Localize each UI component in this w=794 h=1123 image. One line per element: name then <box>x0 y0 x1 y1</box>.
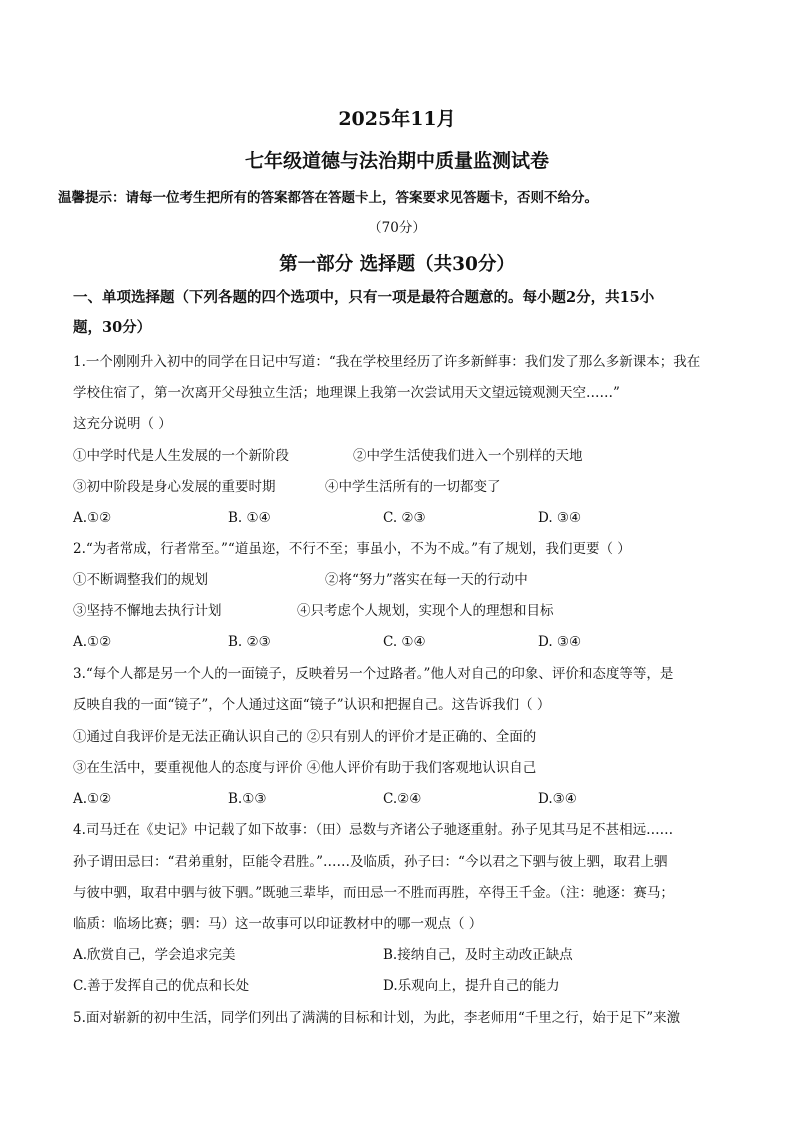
q4-stem-line4: 临质：临场比赛；驷：马）这一故事可以印证教材中的哪一观点（ ） <box>73 916 483 932</box>
q5-stem-line1: 5.面对崭新的初中生活，同学们列出了满满的目标和计划，为此，李老师用“千里之行，始于足下”来激 <box>73 1010 681 1026</box>
exam-tip: 温馨提示：请每一位考生把所有的答案都答在答题卡上，答案要求见答题卡，否则不给分。 <box>58 190 598 206</box>
q3-stem-line2: 反映自我的一面“镜子”，个人通过这面“镜子”认识和把握自己。这告诉我们（ ） <box>73 697 551 713</box>
q3-option-b: B.①③ <box>228 791 267 807</box>
part-title: 第一部分 选择题（共30分） <box>279 254 515 275</box>
q2-option-a: A.①② <box>73 634 112 650</box>
q1-statement-1: ①中学时代是人生发展的一个新阶段 <box>73 448 289 464</box>
q4-stem-line2: 孙子谓田忌曰：“君弟重射，臣能令君胜。”……及临质，孙子曰：“今以君之下驷与彼上驷，取君上驷 <box>73 854 668 870</box>
q3-statements-1-2: ①通过自我评价是无法正确认识自己的 ②只有别人的评价才是正确的、全面的 <box>73 729 537 745</box>
q2-statement-3: ③坚持不懈地去执行计划 <box>73 603 222 619</box>
q1-stem-line1: 1.一个刚刚升入初中的同学在日记中写道：“我在学校里经历了许多新鲜事：我们发了那么多新课本；我在 <box>73 354 701 370</box>
q4-option-d: D.乐观向上，提升自己的能力 <box>383 978 560 994</box>
q2-option-d: D. ③④ <box>538 634 582 650</box>
q2-statement-4: ④只考虑个人规划，实现个人的理想和目标 <box>297 603 554 619</box>
q3-stem-line1: 3.“每个人都是另一个人的一面镜子，反映着另一个过路者。”他人对自己的印象、评价和态度等等，是 <box>73 666 674 682</box>
q2-option-c: C. ①④ <box>383 634 426 650</box>
q1-option-c: C. ②③ <box>383 510 426 526</box>
section-heading-line1: 一、单项选择题（下列各题的四个选项中，只有一项是最符合题意的。每小题2分，共15小 <box>73 289 655 306</box>
q1-stem-line3: 这充分说明（ ） <box>73 416 172 432</box>
q1-statement-2: ②中学生活使我们进入一个别样的天地 <box>353 448 583 464</box>
q4-option-c: C.善于发挥自己的优点和长处 <box>73 978 250 994</box>
exam-date: 2025年11月 <box>338 108 456 130</box>
q1-statement-4: ④中学生活所有的一切都变了 <box>325 479 501 495</box>
q1-option-d: D. ③④ <box>538 510 582 526</box>
q2-statement-1: ①不断调整我们的规划 <box>73 572 208 588</box>
q4-stem-line1: 4.司马迁在《史记》中记载了如下故事：（田）忌数与齐诸公子驰逐重射。孙子见其马足不甚相远…… <box>73 822 674 838</box>
q4-option-a: A.欣赏自己，学会追求完美 <box>73 947 236 963</box>
exam-title: 七年级道德与法治期中质量监测试卷 <box>244 150 549 172</box>
total-score: （70分） <box>368 220 426 236</box>
q3-option-a: A.①② <box>73 791 112 807</box>
q2-stem-line1: 2.“为者常成，行者常至。”“道虽迩，不行不至；事虽小，不为不成。”有了规划，我们更要（ ） <box>73 541 631 557</box>
q2-statement-2: ②将“努力”落实在每一天的行动中 <box>325 572 528 588</box>
q3-option-d: D.③④ <box>538 791 577 807</box>
q4-stem-line3: 与彼中驷，取君中驷与彼下驷。”既驰三辈毕，而田忌一不胜而再胜，卒得王千金。（注：驰逐：赛马； <box>73 885 674 901</box>
q1-stem-line2: 学校住宿了，第一次离开父母独立生活；地理课上我第一次尝试用天文望远镜观测天空……” <box>73 385 620 401</box>
q2-option-b: B. ②③ <box>228 634 271 650</box>
q4-option-b: B.接纳自己，及时主动改正缺点 <box>383 947 573 963</box>
q1-option-a: A.①② <box>73 510 112 526</box>
q1-option-b: B. ①④ <box>228 510 271 526</box>
q3-option-c: C.②④ <box>383 791 422 807</box>
q3-statements-3-4: ③在生活中，要重视他人的态度与评价 ④他人评价有助于我们客观地认识自己 <box>73 760 537 776</box>
q1-statement-3: ③初中阶段是身心发展的重要时期 <box>73 479 276 495</box>
section-heading-line2: 题，30分） <box>73 319 152 336</box>
